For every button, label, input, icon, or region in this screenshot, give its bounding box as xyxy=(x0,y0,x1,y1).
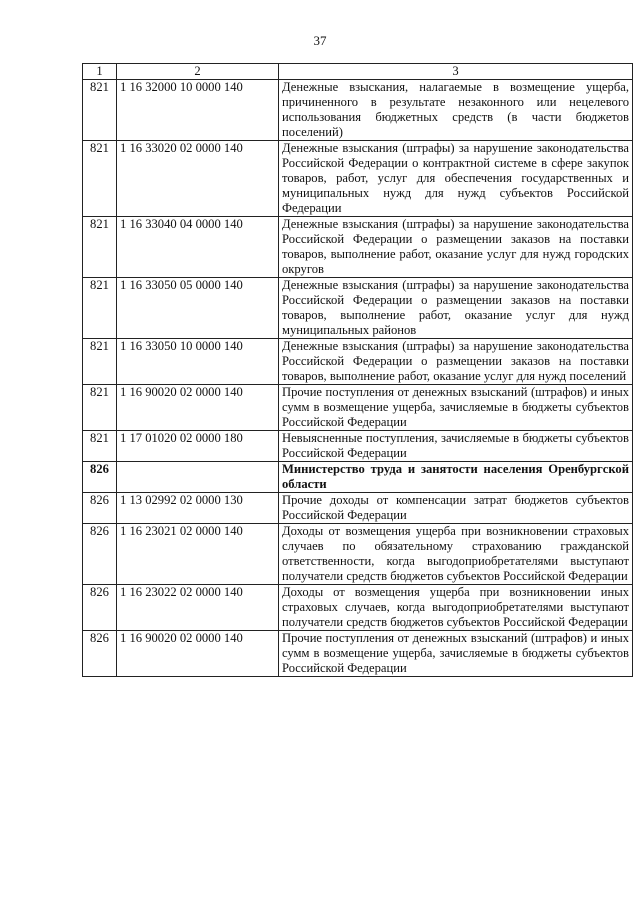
admin-code-cell: 826 xyxy=(83,631,117,677)
description-cell: Прочие поступления от денежных взысканий (штрафов) и иных сумм в возмещение ущерба, зачисляемые в бюджеты субъектов Российской Федерации xyxy=(279,385,633,431)
column-header-code: 2 xyxy=(117,64,279,80)
description-cell: Доходы от возмещения ущерба при возникновении иных страховых случаев, когда выгодоприобретателями выступают получатели средств бюджетов субъектов Российской Федерации xyxy=(279,585,633,631)
description-cell: Доходы от возмещения ущерба при возникновении страховых случаев по обязательному страхованию гражданской ответственности, когда выгодоприобретателями выступают получатели средств бюджетов субъектов Российской Федерации xyxy=(279,524,633,585)
budget-code-cell: 1 13 02992 02 0000 130 xyxy=(117,493,279,524)
table-row xyxy=(83,339,633,385)
budget-code-cell: 1 16 23021 02 0000 140 xyxy=(117,524,279,585)
description-cell: Денежные взыскания (штрафы) за нарушение законодательства Российской Федерации о контрактной системе в сфере закупок товаров, работ, услуг для обеспечения государственных и муниципальных нужд для нужд субъектов Российской Федерации xyxy=(279,141,633,217)
budget-code-cell: 1 17 01020 02 0000 180 xyxy=(117,431,279,462)
table-row xyxy=(83,524,633,585)
budget-code-cell xyxy=(117,462,279,493)
table-row xyxy=(83,141,633,217)
table-row xyxy=(83,278,633,339)
budget-code-cell: 1 16 23022 02 0000 140 xyxy=(117,585,279,631)
table-row xyxy=(83,80,633,141)
budget-classification-table xyxy=(82,63,633,677)
admin-code-cell: 821 xyxy=(83,339,117,385)
admin-code-cell: 826 xyxy=(83,585,117,631)
budget-code-cell: 1 16 90020 02 0000 140 xyxy=(117,631,279,677)
admin-code-cell: 821 xyxy=(83,278,117,339)
department-row xyxy=(83,462,633,493)
table-row xyxy=(83,585,633,631)
table-header-row xyxy=(83,64,633,80)
table-row xyxy=(83,385,633,431)
description-cell: Прочие доходы от компенсации затрат бюджетов субъектов Российской Федерации xyxy=(279,493,633,524)
budget-code-cell: 1 16 33050 10 0000 140 xyxy=(117,339,279,385)
admin-code-cell: 826 xyxy=(83,493,117,524)
table-row xyxy=(83,217,633,278)
description-cell: Денежные взыскания (штрафы) за нарушение законодательства Российской Федерации о размещении заказов на поставки товаров, выполнение работ, оказание услуг для нужд городских округов xyxy=(279,217,633,278)
admin-code-cell: 821 xyxy=(83,217,117,278)
description-cell: Денежные взыскания (штрафы) за нарушение законодательства Российской Федерации о размещении заказов на поставки товаров, выполнение работ, оказание услуг для нужд муниципальных районов xyxy=(279,278,633,339)
column-header-admin: 1 xyxy=(83,64,117,80)
budget-code-cell: 1 16 33020 02 0000 140 xyxy=(117,141,279,217)
budget-code-cell: 1 16 33040 04 0000 140 xyxy=(117,217,279,278)
budget-code-cell: 1 16 33050 05 0000 140 xyxy=(117,278,279,339)
description-cell: Прочие поступления от денежных взысканий (штрафов) и иных сумм в возмещение ущерба, зачисляемые в бюджеты субъектов Российской Федерации xyxy=(279,631,633,677)
admin-code-cell: 821 xyxy=(83,80,117,141)
table-row xyxy=(83,493,633,524)
table-row xyxy=(83,631,633,677)
description-cell: Министерство труда и занятости населения Оренбургской области xyxy=(279,462,633,493)
description-cell: Невыясненные поступления, зачисляемые в бюджеты субъектов Российской Федерации xyxy=(279,431,633,462)
admin-code-cell: 821 xyxy=(83,385,117,431)
admin-code-cell: 826 xyxy=(83,524,117,585)
table-row xyxy=(83,431,633,462)
description-cell: Денежные взыскания, налагаемые в возмещение ущерба, причиненного в результате незаконного или нецелевого использования бюджетных средств (в части бюджетов поселений) xyxy=(279,80,633,141)
description-cell: Денежные взыскания (штрафы) за нарушение законодательства Российской Федерации о размещении заказов на поставки товаров, выполнение работ, оказание услуг для нужд поселений xyxy=(279,339,633,385)
page-number: 37 xyxy=(313,33,327,48)
admin-code-cell: 821 xyxy=(83,141,117,217)
column-header-description: 3 xyxy=(279,64,633,80)
admin-code-cell: 826 xyxy=(83,462,117,493)
budget-code-cell: 1 16 90020 02 0000 140 xyxy=(117,385,279,431)
admin-code-cell: 821 xyxy=(83,431,117,462)
budget-code-cell: 1 16 32000 10 0000 140 xyxy=(117,80,279,141)
